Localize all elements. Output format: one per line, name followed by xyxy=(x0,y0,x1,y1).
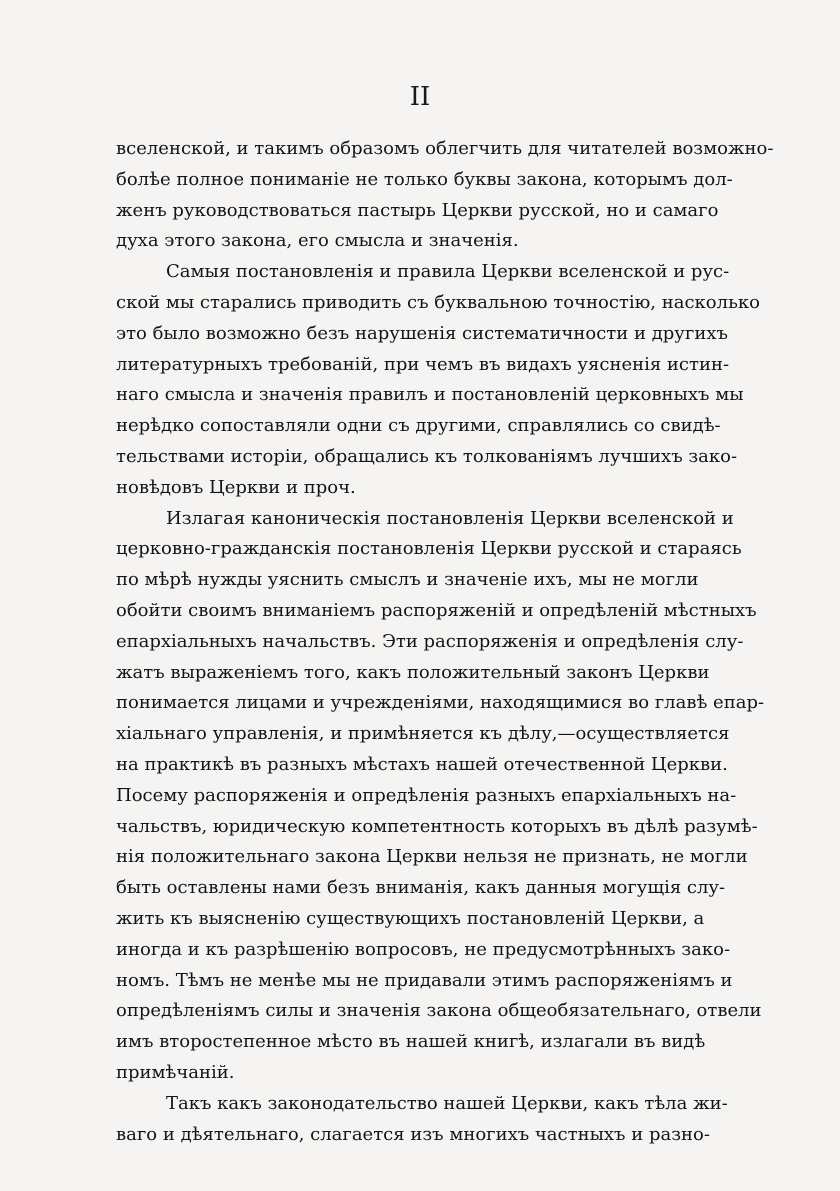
text-line: на практикѣ въ разныхъ мѣстахъ нашей отечественной Церкви. xyxy=(116,753,728,775)
paragraph xyxy=(116,257,760,503)
text-line: по мѣрѣ нужды уяснить смыслъ и значеніе ихъ, мы не могли xyxy=(116,569,699,591)
text-line: епархіальныхъ начальствъ. Эти распоряженія и опредѣленія слу- xyxy=(116,630,744,652)
text-line: нерѣдко сопоставляли одни съ другими, справлялись со свидѣ- xyxy=(116,415,721,437)
text-line: имъ второстепенное мѣсто въ нашей книгѣ, излагали въ видѣ xyxy=(116,1031,706,1053)
body-text xyxy=(116,134,774,1150)
text-line: наго смысла и значенія правилъ и постановленій церковныхъ мы xyxy=(116,384,744,406)
text-line: церковно-гражданскія постановленія Церкви русской и стараясь xyxy=(116,538,742,560)
text-line: жатъ выраженіемъ того, какъ положительный законъ Церкви xyxy=(116,661,710,683)
text-line: Излагая каноническія постановленія Церкви вселенской и xyxy=(166,507,734,529)
text-line: иногда и къ разрѣшенію вопросовъ, не предусмотрѣнныхъ зако- xyxy=(116,938,731,960)
text-line: духа этого закона, его смысла и значенія. xyxy=(116,230,519,252)
text-line: Посему распоряженія и опредѣленія разныхъ епархіальныхъ на- xyxy=(116,784,737,806)
text-line: литературныхъ требованій, при чемъ въ видахъ уясненія истин- xyxy=(116,353,730,375)
text-line: опредѣленіямъ силы и значенія закона общеобязательнаго, отвели xyxy=(116,1000,762,1022)
text-line: жить къ выясненію существующихъ постановленій Церкви, а xyxy=(116,907,705,929)
text-line: Такъ какъ законодательство нашей Церкви, какъ тѣла жи- xyxy=(166,1092,728,1114)
paragraph xyxy=(116,1089,728,1151)
text-line: ваго и дѣятельнаго, слагается изъ многихъ частныхъ и разно- xyxy=(116,1123,710,1145)
text-line: женъ руководствоваться пастырь Церкви русской, но и самаго xyxy=(116,199,719,221)
text-line: ской мы старались приводить съ буквальною точностію, насколько xyxy=(116,291,760,313)
text-line: нія положительнаго закона Церкви нельзя не признать, не могли xyxy=(116,846,748,868)
text-line: это было возможно безъ нарушенія систематичности и другихъ xyxy=(116,322,728,344)
text-line: примѣчаній. xyxy=(116,1061,235,1083)
text-line: быть оставлены нами безъ вниманія, какъ данныя могущія слу- xyxy=(116,877,726,899)
text-line: болѣе полное пониманіе не только буквы закона, которымъ дол- xyxy=(116,168,733,190)
text-line: новѣдовъ Церкви и проч. xyxy=(116,476,356,498)
text-line: тельствами исторіи, обращались къ толкованіямъ лучшихъ зако- xyxy=(116,445,738,467)
text-line: обойти своимъ вниманіемъ распоряженій и опредѣленій мѣстныхъ xyxy=(116,599,757,621)
text-line: понимается лицами и учрежденіями, находящимися во главѣ епар- xyxy=(116,692,765,714)
paragraph xyxy=(116,504,765,1089)
text-line: номъ. Тѣмъ не менѣе мы не придавали этимъ распоряженіямъ и xyxy=(116,969,733,991)
page-number: II xyxy=(409,82,431,112)
text-line: вселенской, и такимъ образомъ облегчить для читателей возможно- xyxy=(116,138,774,159)
text-line: чальствъ, юридическую компетентность которыхъ въ дѣлѣ разумѣ- xyxy=(116,815,758,837)
text-line: хіальнаго управленія, и примѣняется къ дѣлу,—осуществляется xyxy=(116,723,730,745)
paragraph xyxy=(116,134,774,257)
text-line: Самыя постановленія и правила Церкви вселенской и рус- xyxy=(166,261,730,283)
